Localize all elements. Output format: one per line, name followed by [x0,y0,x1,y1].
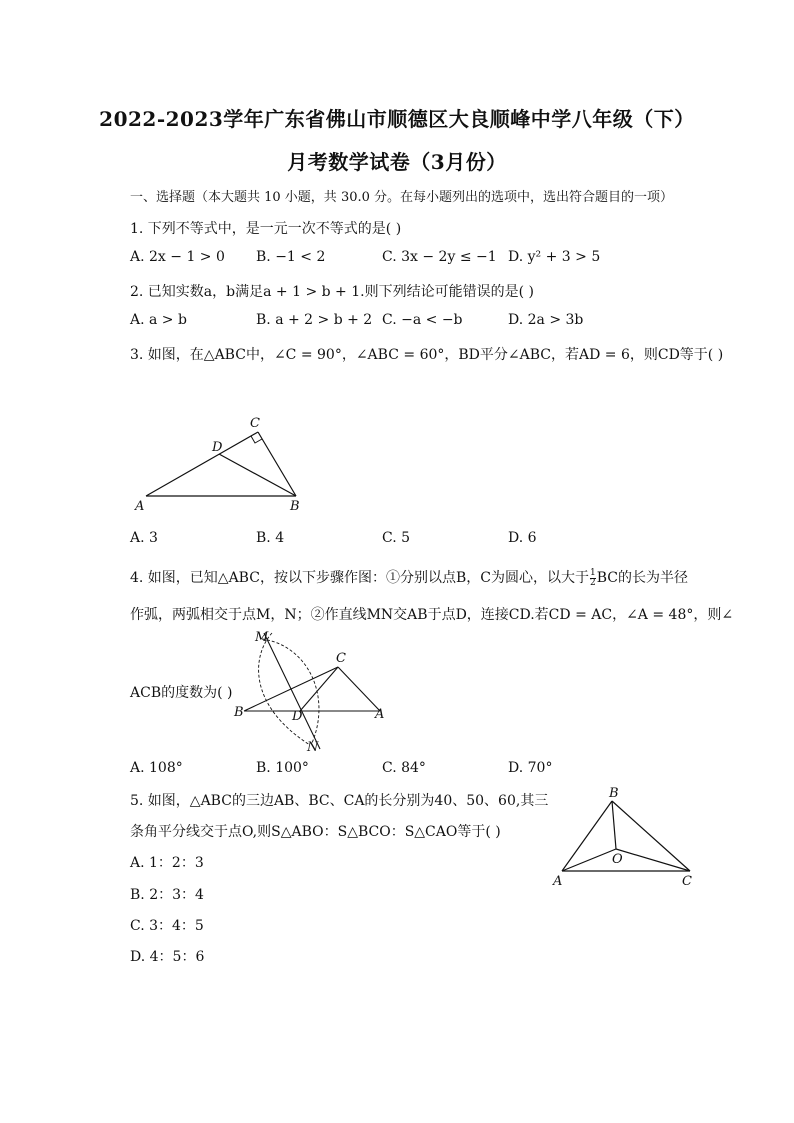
q5-label-c: C [682,874,692,889]
q4-fraction [590,569,596,588]
q3-label-d: D [212,440,223,455]
q4-label-m: M [255,630,269,645]
q4-option-d: D. 70° [508,760,553,776]
q3-segment-ac [146,432,258,496]
question-5-text-line2: 条角平分线交于点O,则S△ABO：S△BCO：S△CAO等于( ) [130,824,501,840]
q4-option-b: B. 100° [256,760,309,776]
exam-title-line2: 月考数学试卷（3月份） [287,150,507,174]
q5-option-b: B. 2：3：4 [130,887,204,903]
q4-label-b: B [234,705,244,720]
q1-option-c: C. 3x − 2y ≤ −1 [382,249,497,265]
q4-text-part-a: 4. 如图，已知△ABC，按以下步骤作图：①分别以点B，C为圆心，以大于 [130,570,589,586]
section-header: 一、选择题（本大题共 10 小题，共 30.0 分。在每小题列出的选项中，选出符合题目的一项） [130,190,674,205]
q5-figure [550,785,700,895]
q4-arc-right [262,639,319,743]
q5-option-c: C. 3：4：5 [130,918,204,934]
q3-label-a: A [135,499,145,514]
q5-segment-bo [612,801,616,849]
q3-option-c: C. 5 [382,530,411,546]
q4-label-a: A [375,707,385,722]
q3-figure [130,410,310,520]
q3-segment-bd [219,454,296,496]
q5-segment-co [616,849,690,871]
question-4-text-line1 [130,567,688,588]
q4-figure [232,625,392,755]
q2-option-d: D. 2a > 3b [508,312,584,328]
q4-fraction-num: 1 [589,567,596,578]
q3-option-d: D. 6 [508,530,537,546]
question-4-text-line2: 作弧，两弧相交于点M，N；②作直线MN交AB于点D，连接CD.若CD = AC，∠A = 48°，则∠ [130,607,734,623]
q4-segment-dc [300,667,338,711]
q4-text-part-b: BC的长为半径 [596,570,688,586]
q2-option-b: B. a + 2 > b + 2 [256,312,373,328]
q4-arc-left [259,633,310,745]
q4-option-a: A. 108° [130,760,183,776]
q3-label-c: C [250,416,260,431]
q3-label-b: B [290,499,300,514]
q5-label-o: O [612,852,623,867]
question-1-text: 1. 下列不等式中，是一元一次不等式的是( ) [130,221,402,237]
question-3-text: 3. 如图，在△ABC中，∠C = 90°，∠ABC = 60°，BD平分∠ABC，若AD = 6，则CD等于( ) [130,347,724,363]
q4-label-c: C [336,651,346,666]
q1-option-b: B. −1 < 2 [256,249,326,265]
question-4-text-line3: ACB的度数为( ) [130,685,233,701]
q2-option-a: A. a > b [130,312,187,328]
q4-segment-ca [338,667,380,711]
q4-fraction-den: 2 [589,577,596,588]
q1-option-d: D. y² + 3 > 5 [508,249,601,265]
q3-option-a: A. 3 [130,530,158,546]
q4-label-n: N [307,740,319,755]
q3-option-b: B. 4 [256,530,285,546]
q1-option-a: A. 2x − 1 > 0 [130,249,225,265]
q5-segment-bc [612,801,690,871]
q3-segment-cb [258,432,296,496]
q5-option-a: A. 1：2：3 [130,855,204,871]
question-2-text: 2. 已知实数a，b满足a + 1 > b + 1.则下列结论可能错误的是( ) [130,284,534,300]
question-5-text-line1: 5. 如图，△ABC的三边AB、BC、CA的长分别为40、50、60,其三 [130,793,549,809]
q5-label-a: A [553,874,563,889]
q4-label-d: D [292,709,303,724]
q4-option-c: C. 84° [382,760,426,776]
q5-label-b: B [609,786,619,801]
q5-option-d: D. 4：5：6 [130,949,205,965]
exam-title-line1: 2022-2023学年广东省佛山市顺德区大良顺峰中学八年级（下） [99,107,695,131]
q2-option-c: C. −a < −b [382,312,463,328]
